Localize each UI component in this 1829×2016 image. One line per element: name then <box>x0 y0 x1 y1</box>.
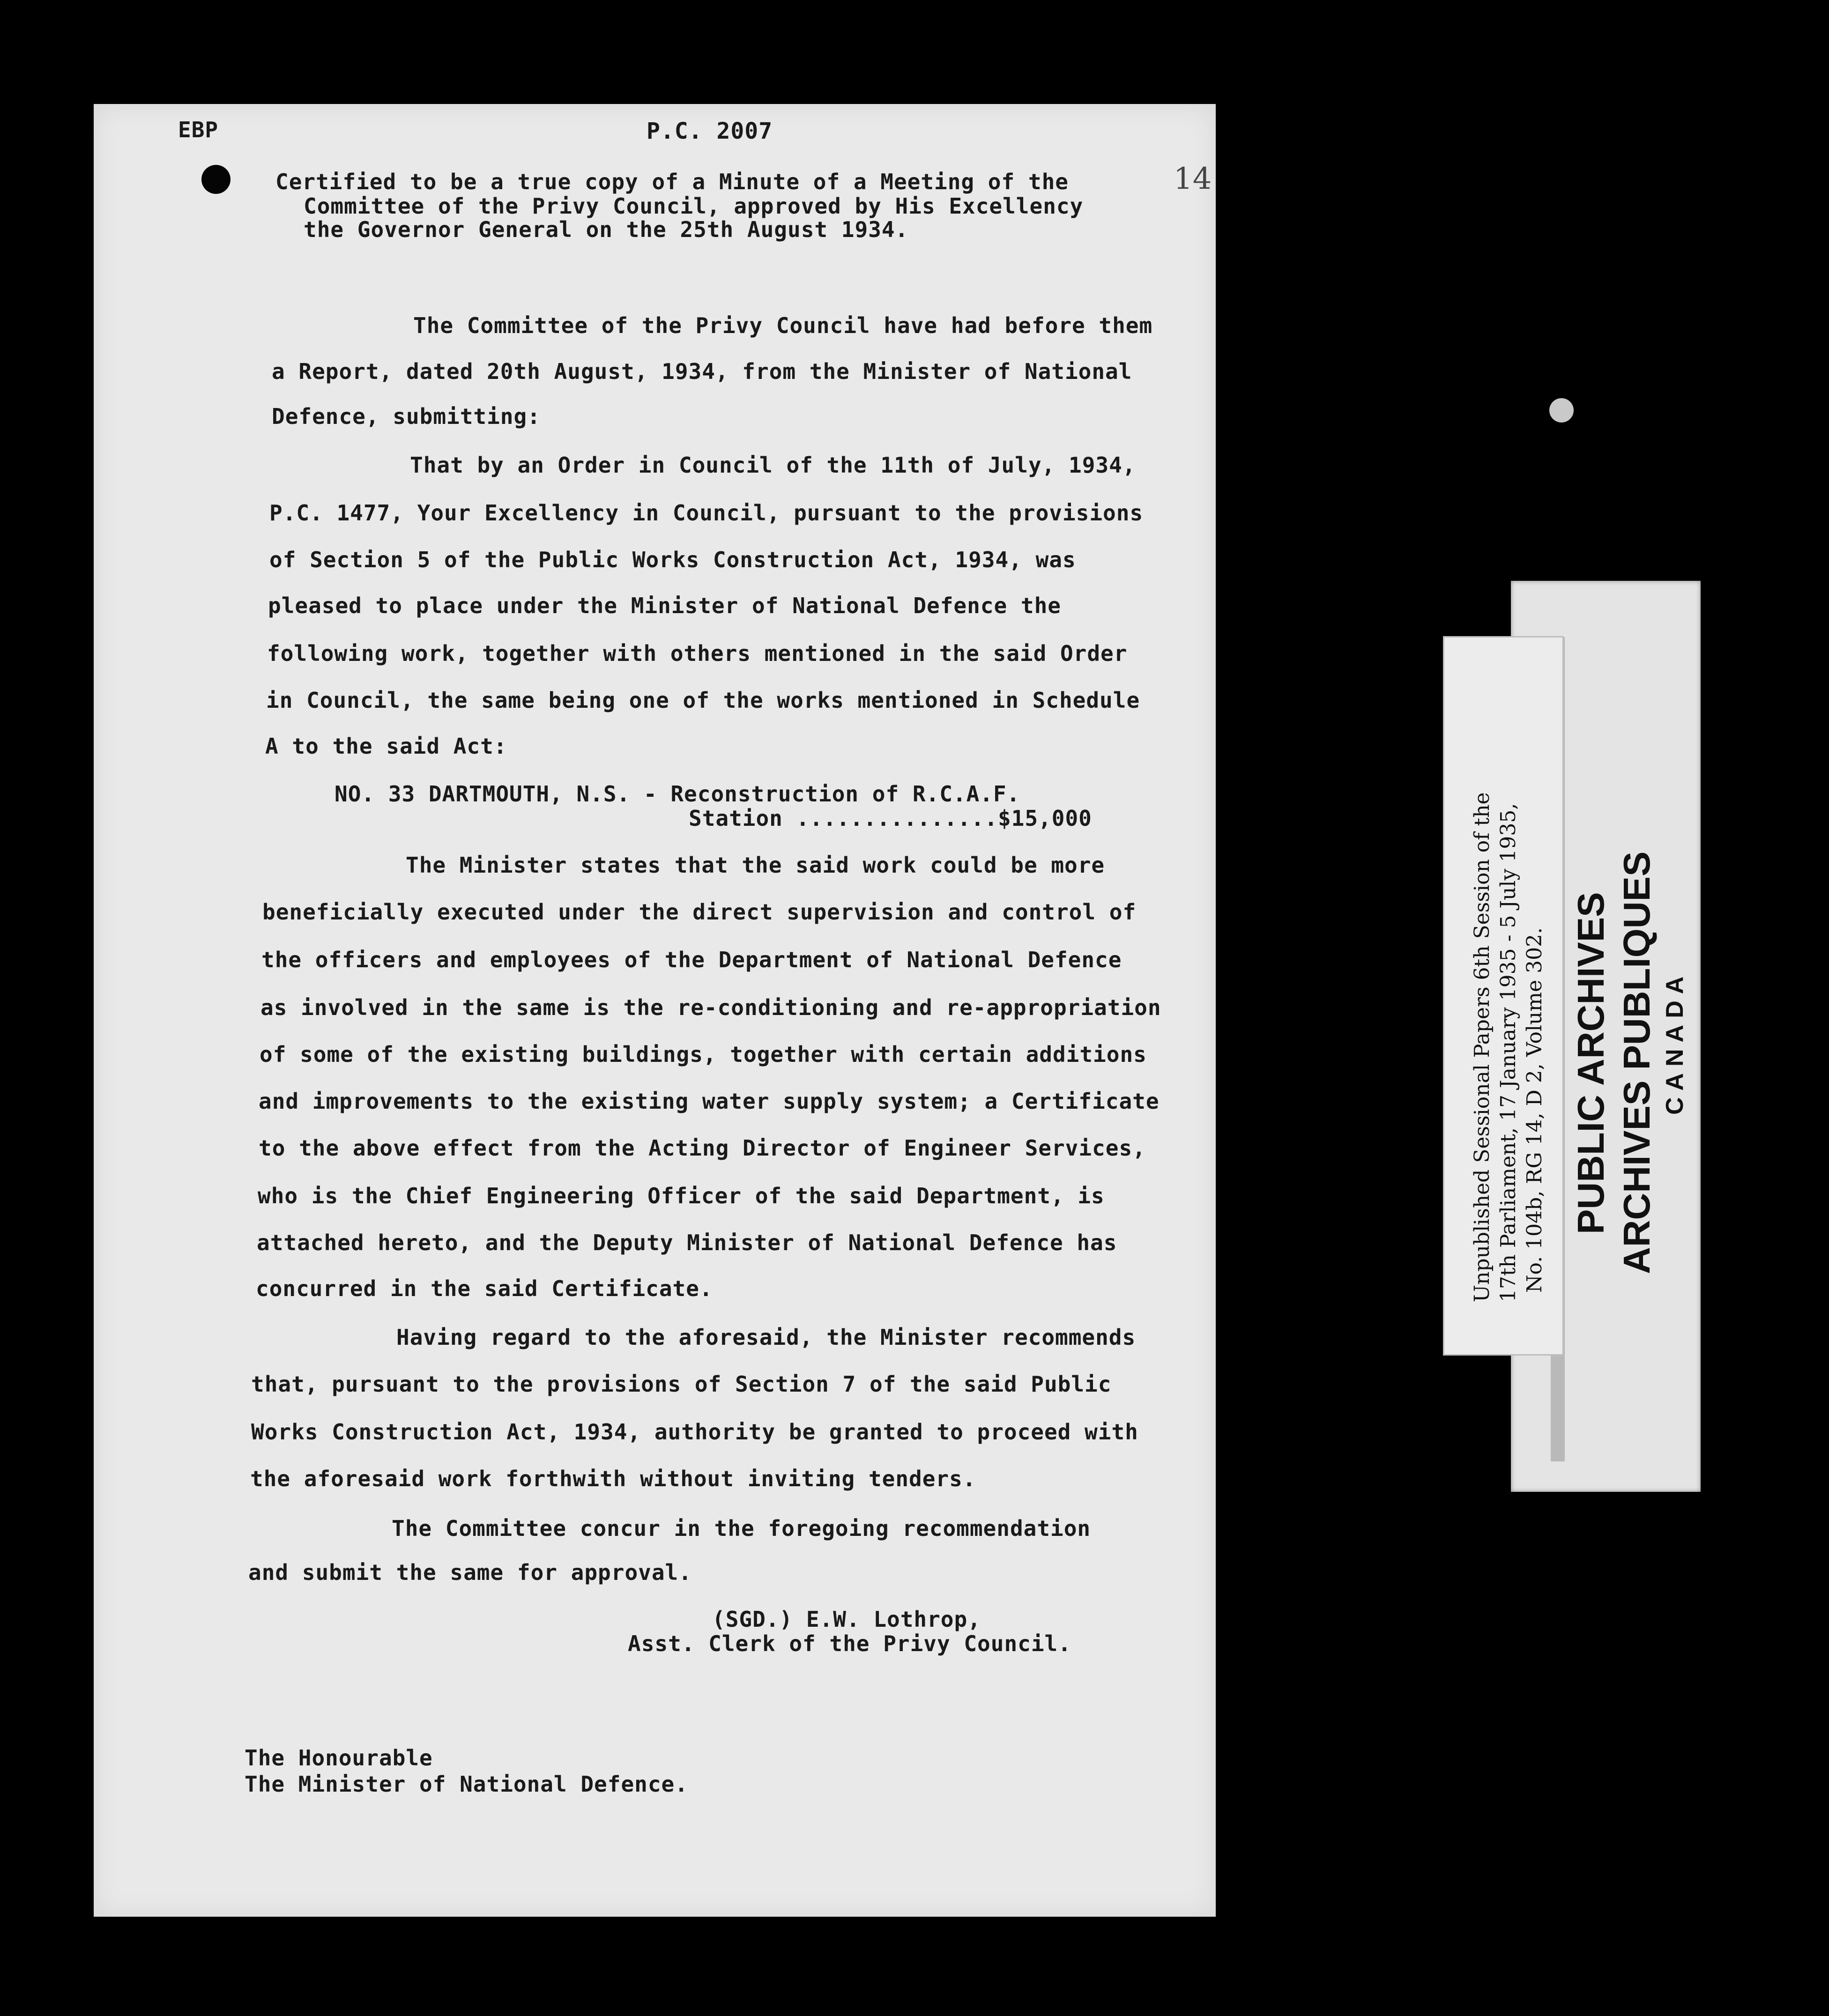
para3-line-8: who is the Chief Engineering Officer of the said Department, is <box>258 1183 1105 1208</box>
initials: EBP <box>178 117 219 142</box>
canada-text: CANADA <box>1661 970 1688 1115</box>
para3-line-9: attached hereto, and the Deputy Minister of National Defence has <box>257 1230 1117 1255</box>
punch-hole <box>201 165 230 194</box>
para2-line-1: That by an Order in Council of the 11th of July, 1934, <box>410 452 1136 478</box>
para2-line-5: following work, together with others mentioned in the said Order <box>267 641 1128 666</box>
para1-line-3: Defence, submitting: <box>272 404 541 429</box>
para4-line-2: that, pursuant to the provisions of Section 7 of the said Public <box>251 1371 1112 1397</box>
para1-line-1: The Committee of the Privy Council have had before them <box>413 313 1153 338</box>
para3-line-1: The Minister states that the said work could be more <box>406 852 1105 878</box>
para2-line-7: A to the said Act: <box>265 734 507 759</box>
para4-line-3: Works Construction Act, 1934, authority be granted to proceed with <box>251 1419 1138 1445</box>
para2-line-2: P.C. 1477, Your Excellency in Council, pursuant to the provisions <box>269 500 1144 526</box>
work-item-line-2: Station ...............$15,000 <box>689 806 1092 831</box>
archive-source-line-2: 17th Parliament, 17 January 1935 - 5 July 1935, <box>1496 803 1520 1302</box>
para4-line-1: Having regard to the aforesaid, the Minister recommends <box>396 1325 1136 1350</box>
para3-line-2: beneficially executed under the direct supervision and control of <box>262 899 1137 925</box>
certification-line-2: Committee of the Privy Council, approved by His Excellency <box>304 193 1084 219</box>
para3-line-7: to the above effect from the Acting Director of Engineer Services, <box>259 1135 1146 1161</box>
para2-line-3: of Section 5 of the Public Works Construction Act, 1934, was <box>269 547 1076 572</box>
para2-line-4: pleased to place under the Minister of National Defence the <box>268 593 1061 618</box>
para5-line-1: The Committee concur in the foregoing recommendation <box>392 1516 1091 1541</box>
certification-line-3: the Governor General on the 25th August 1934. <box>304 217 909 242</box>
para4-line-4: the aforesaid work forthwith without inviting tenders. <box>250 1466 976 1491</box>
para3-line-4: as involved in the same is the re-conditioning and re-appropriation <box>260 995 1161 1020</box>
archive-source-line-3: No. 104b, RG 14, D 2, Volume 302. <box>1523 927 1546 1293</box>
punch-hole-right <box>1549 398 1574 422</box>
para2-line-6: in Council, the same being one of the works mentioned in Schedule <box>266 688 1140 713</box>
addressee-line-1: The Honourable <box>245 1745 433 1771</box>
certification-line-1: Certified to be a true copy of a Minute of a Meeting of the <box>275 169 1069 194</box>
signature-line-2: Asst. Clerk of the Privy Council. <box>628 1631 1071 1656</box>
para3-line-6: and improvements to the existing water supply system; a Certificate <box>259 1089 1160 1114</box>
public-archives-title: PUBLIC ARCHIVES <box>1570 892 1612 1234</box>
para3-line-5: of some of the existing buildings, together with certain additions <box>260 1042 1147 1067</box>
work-item-line-1: NO. 33 DARTMOUTH, N.S. - Reconstruction of R.C.A.F. <box>335 781 1020 807</box>
para3-line-3: the officers and employees of the Department of National Defence <box>261 947 1122 972</box>
para3-line-10: concurred in the said Certificate. <box>256 1276 713 1301</box>
para5-line-2: and submit the same for approval. <box>248 1560 692 1585</box>
page-number: 14 <box>1174 162 1212 196</box>
archive-source-line-1: Unpublished Sessional Papers 6th Session of the <box>1470 792 1494 1302</box>
pc-number: P.C. 2007 <box>647 118 773 144</box>
archives-publiques-title: ARCHIVES PUBLIQUES <box>1616 851 1658 1274</box>
signature-line-1: (SGD.) E.W. Lothrop, <box>712 1607 981 1632</box>
addressee-line-2: The Minister of National Defence. <box>245 1771 688 1797</box>
para1-line-2: a Report, dated 20th August, 1934, from the Minister of National <box>272 359 1132 384</box>
